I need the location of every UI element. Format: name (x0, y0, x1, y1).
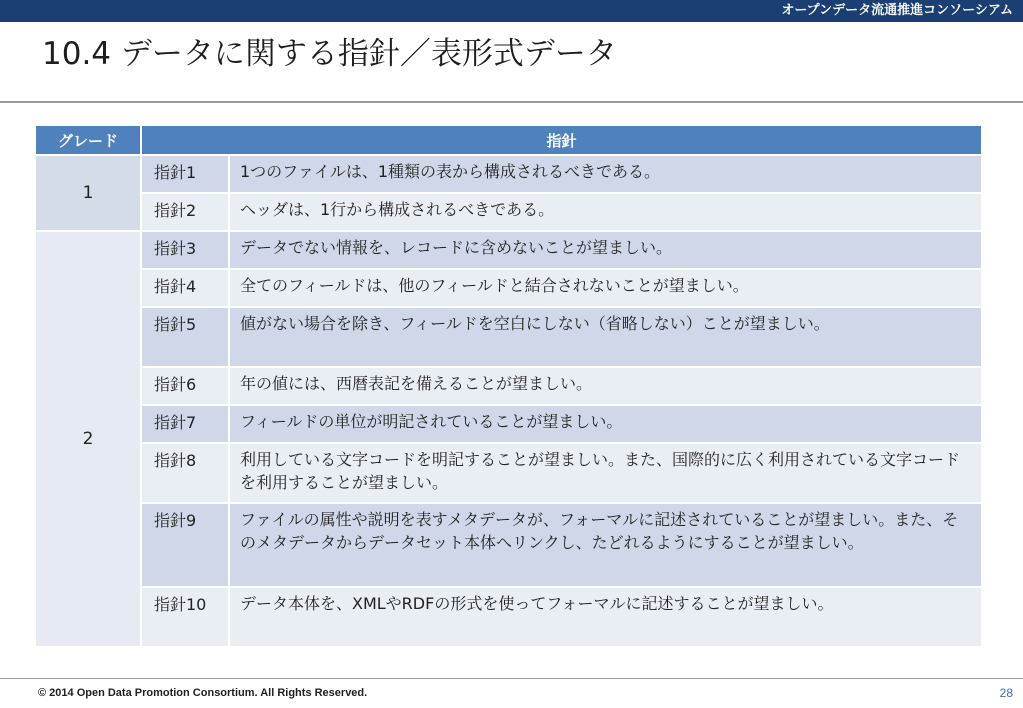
guideline-text: フィールドの単位が明記されていることが望ましい。 (229, 405, 982, 443)
guideline-id: 指針6 (141, 367, 229, 405)
table-row (35, 231, 982, 269)
guideline-id: 指針7 (141, 405, 229, 443)
table-row (35, 307, 982, 367)
table-row (35, 405, 982, 443)
page-number: 28 (999, 686, 1013, 700)
table-row (35, 367, 982, 405)
title-divider (0, 101, 1023, 103)
guideline-text: ヘッダは、1行から構成されるべきである。 (229, 193, 982, 231)
guideline-id: 指針1 (141, 155, 229, 193)
table-row (35, 269, 982, 307)
guideline-text: 利用している文字コードを明記することが望ましい。また、国際的に広く利用されている文字コードを利用することが望ましい。 (229, 443, 982, 503)
guideline-id: 指針3 (141, 231, 229, 269)
table-row (35, 443, 982, 503)
grade-cell: 1 (35, 155, 141, 231)
grade-column-header: グレード (35, 125, 141, 155)
table-row (35, 587, 982, 647)
guidelines-table-container (34, 124, 981, 648)
footer-divider (0, 678, 1023, 679)
grade-cell: 2 (35, 231, 141, 647)
guideline-text: データでない情報を、レコードに含めないことが望ましい。 (229, 231, 982, 269)
slide-title: 10.4 データに関する指針／表形式データ (42, 36, 617, 72)
guideline-id: 指針8 (141, 443, 229, 503)
table-row (35, 503, 982, 587)
top-banner (0, 0, 1023, 22)
copyright-notice: © 2014 Open Data Promotion Consortium. All Rights Reserved. (38, 687, 368, 699)
table-row (35, 193, 982, 231)
guideline-id: 指針5 (141, 307, 229, 367)
guideline-text: 値がない場合を除き、フィールドを空白にしない（省略しない）ことが望ましい。 (229, 307, 982, 367)
guideline-text: データ本体を、XMLやRDFの形式を使ってフォーマルに記述することが望ましい。 (229, 587, 982, 647)
guideline-text: 1つのファイルは、1種類の表から構成されるべきである。 (229, 155, 982, 193)
guideline-column-header: 指針 (141, 125, 982, 155)
table-header-row (35, 125, 982, 155)
guideline-text: ファイルの属性や説明を表すメタデータが、フォーマルに記述されていることが望ましい。また、そのメタデータからデータセット本体へリンクし、たどれるようにすることが望ましい。 (229, 503, 982, 587)
guideline-text: 年の値には、西暦表記を備えることが望ましい。 (229, 367, 982, 405)
guideline-id: 指針2 (141, 193, 229, 231)
guideline-id: 指針10 (141, 587, 229, 647)
guideline-id: 指針9 (141, 503, 229, 587)
guidelines-table (34, 124, 983, 648)
table-body (35, 155, 982, 647)
guideline-id: 指針4 (141, 269, 229, 307)
guideline-text: 全てのフィールドは、他のフィールドと結合されないことが望ましい。 (229, 269, 982, 307)
table-row (35, 155, 982, 193)
organization-name: オープンデータ流通推進コンソーシアム (781, 3, 1013, 18)
